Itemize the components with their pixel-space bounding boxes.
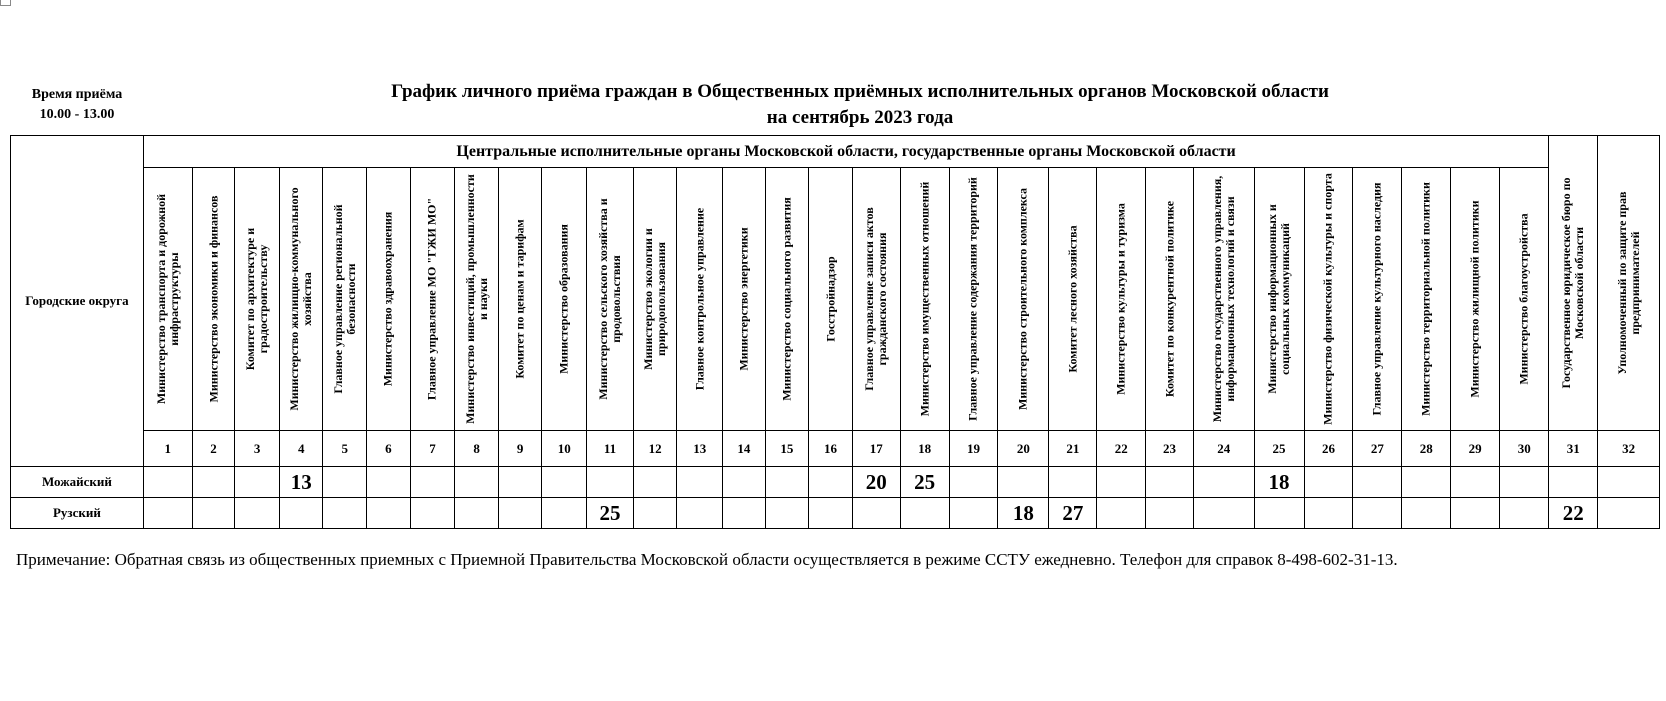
okrug-header: Городские округа bbox=[11, 136, 144, 467]
column-header-label: Министерство инвестиций, промышленности и науки bbox=[462, 174, 490, 424]
group-header: Центральные исполнительные органы Московской области, государственные органы Московской области bbox=[143, 136, 1548, 168]
column-header-label: Министерство здравоохранения bbox=[380, 211, 395, 387]
schedule-cell bbox=[1549, 467, 1598, 498]
column-number: 6 bbox=[367, 431, 411, 467]
column-header bbox=[677, 168, 723, 431]
column-header bbox=[498, 168, 542, 431]
schedule-cell bbox=[323, 498, 367, 529]
schedule-cell: 18 bbox=[998, 498, 1049, 529]
column-header bbox=[367, 168, 411, 431]
schedule-cell bbox=[367, 498, 411, 529]
column-header bbox=[1097, 168, 1146, 431]
column-header bbox=[1549, 136, 1598, 431]
table-row bbox=[11, 498, 1660, 529]
column-header-label: Госстройнадзор bbox=[823, 256, 837, 342]
column-header bbox=[1049, 168, 1097, 431]
column-header bbox=[1402, 168, 1451, 431]
title-line-1: График личного приёма граждан в Общественных приёмных исполнительных органов Московской области bbox=[391, 81, 1329, 102]
column-number: 16 bbox=[809, 431, 853, 467]
column-header bbox=[1304, 168, 1353, 431]
column-header-label: Министерство жилищно-коммунального хозяйства bbox=[287, 187, 315, 411]
schedule-cell bbox=[323, 467, 367, 498]
column-number: 1 bbox=[143, 431, 192, 467]
reception-time-label: Время приёма bbox=[31, 87, 123, 102]
schedule-cell: 20 bbox=[852, 467, 900, 498]
schedule-cell bbox=[723, 498, 766, 529]
schedule-cell: 13 bbox=[279, 467, 323, 498]
column-header bbox=[949, 168, 998, 431]
schedule-cell bbox=[1500, 498, 1549, 529]
column-number: 12 bbox=[633, 431, 677, 467]
schedule-cell bbox=[367, 467, 411, 498]
column-number: 14 bbox=[723, 431, 766, 467]
schedule-cell bbox=[633, 467, 677, 498]
schedule-cell bbox=[1193, 498, 1254, 529]
column-header-label: Министерство сельского хозяйства и продовольствия bbox=[595, 198, 623, 400]
column-header bbox=[323, 168, 367, 431]
schedule-cell bbox=[1451, 498, 1500, 529]
schedule-cell bbox=[809, 498, 853, 529]
column-header bbox=[410, 168, 455, 431]
header-row bbox=[11, 136, 1660, 168]
column-number: 24 bbox=[1193, 431, 1254, 467]
column-header bbox=[765, 168, 809, 431]
schedule-table bbox=[10, 135, 1660, 529]
schedule-cell: 25 bbox=[587, 498, 634, 529]
schedule-cell bbox=[1402, 467, 1451, 498]
column-header-label: Министерство энергетики bbox=[736, 227, 751, 371]
schedule-cell bbox=[1193, 467, 1254, 498]
column-header bbox=[723, 168, 766, 431]
column-header-label: Министерство экологии и природопользования bbox=[641, 228, 669, 370]
column-header-label: Главное управление содержания территорий bbox=[965, 177, 980, 421]
column-header-label: Государственное юридическое бюро по Московской области bbox=[1559, 177, 1587, 389]
schedule-cell: 25 bbox=[900, 467, 949, 498]
column-number: 2 bbox=[192, 431, 235, 467]
schedule-cell bbox=[143, 467, 192, 498]
page-title bbox=[360, 79, 1360, 131]
reception-time bbox=[18, 85, 136, 125]
column-header-row bbox=[11, 168, 1660, 431]
footnote: Примечание: Обратная связь из общественных приемных с Приемной Правительства Московской области осуществляется в режиме ССТУ ежедневно. Телефон для справок 8-498-602-31-13. bbox=[16, 550, 1398, 569]
column-header-label: Министерство культуры и туризма bbox=[1113, 203, 1128, 395]
column-header bbox=[1451, 168, 1500, 431]
schedule-cell bbox=[633, 498, 677, 529]
schedule-cell bbox=[1353, 498, 1402, 529]
column-header-label: Главное контрольное управление bbox=[692, 207, 707, 391]
column-header bbox=[1146, 168, 1194, 431]
column-header-label: Министерство жилищной политики bbox=[1467, 200, 1482, 398]
column-number: 10 bbox=[542, 431, 587, 467]
column-header-label: Комитет по ценам и тарифам bbox=[512, 219, 527, 379]
column-number: 25 bbox=[1254, 431, 1304, 467]
column-number: 3 bbox=[235, 431, 280, 467]
schedule-cell bbox=[410, 498, 455, 529]
schedule-cell bbox=[852, 498, 900, 529]
schedule-cell bbox=[235, 467, 280, 498]
column-header-label: Главное управление культурного наследия bbox=[1369, 182, 1384, 416]
schedule-cell bbox=[498, 467, 542, 498]
column-header bbox=[587, 168, 634, 431]
column-header-label: Комитет по архитектуре и градостроительству bbox=[243, 227, 271, 371]
schedule-cell bbox=[1304, 467, 1353, 498]
schedule-cell: 18 bbox=[1254, 467, 1304, 498]
column-header-label: Главное управление МО "ГЖИ МО" bbox=[424, 197, 439, 401]
column-number: 31 bbox=[1549, 431, 1598, 467]
schedule-cell bbox=[677, 498, 723, 529]
column-header bbox=[455, 168, 499, 431]
schedule-cell: 22 bbox=[1549, 498, 1598, 529]
corner-mark bbox=[0, 0, 11, 6]
column-number: 30 bbox=[1500, 431, 1549, 467]
schedule-cell bbox=[1402, 498, 1451, 529]
schedule-cell bbox=[723, 467, 766, 498]
schedule-cell bbox=[809, 467, 853, 498]
schedule-cell bbox=[192, 498, 235, 529]
column-header-label: Министерство строительного комплекса bbox=[1015, 188, 1030, 410]
column-number: 21 bbox=[1049, 431, 1097, 467]
column-header-label: Министерство информационных и социальных коммуникаций bbox=[1265, 204, 1293, 394]
column-number: 28 bbox=[1402, 431, 1451, 467]
schedule-cell bbox=[279, 498, 323, 529]
column-header bbox=[852, 168, 900, 431]
column-number: 11 bbox=[587, 431, 634, 467]
schedule-cell bbox=[900, 498, 949, 529]
column-number: 9 bbox=[498, 431, 542, 467]
schedule-cell bbox=[1353, 467, 1402, 498]
column-header-label: Министерство экономики и финансов bbox=[206, 195, 220, 403]
column-header-label: Министерство территориальной политики bbox=[1418, 182, 1433, 416]
schedule-cell bbox=[1500, 467, 1549, 498]
column-header bbox=[192, 168, 235, 431]
schedule-cell bbox=[998, 467, 1049, 498]
column-header bbox=[1500, 168, 1549, 431]
schedule-cell bbox=[143, 498, 192, 529]
column-header bbox=[279, 168, 323, 431]
column-header-label: Министерство государственного управления, информационных технологий и связи bbox=[1209, 175, 1237, 423]
column-header bbox=[1254, 168, 1304, 431]
column-number: 17 bbox=[852, 431, 900, 467]
column-header bbox=[235, 168, 280, 431]
schedule-cell bbox=[765, 467, 809, 498]
schedule-cell bbox=[1097, 467, 1146, 498]
column-header bbox=[900, 168, 949, 431]
column-header bbox=[998, 168, 1049, 431]
schedule-cell bbox=[542, 467, 587, 498]
column-number: 7 bbox=[410, 431, 455, 467]
column-number-row bbox=[11, 431, 1660, 467]
column-number: 27 bbox=[1353, 431, 1402, 467]
schedule-cell bbox=[765, 498, 809, 529]
schedule-cell: 27 bbox=[1049, 498, 1097, 529]
column-header bbox=[1193, 168, 1254, 431]
column-header-label: Министерство имущественных отношений bbox=[917, 181, 932, 417]
column-number: 23 bbox=[1146, 431, 1194, 467]
schedule-cell bbox=[1049, 467, 1097, 498]
schedule-cell bbox=[1097, 498, 1146, 529]
column-header-label: Министерство образования bbox=[556, 224, 571, 374]
schedule-cell bbox=[1451, 467, 1500, 498]
schedule-cell bbox=[1146, 498, 1194, 529]
column-number: 26 bbox=[1304, 431, 1353, 467]
column-header-label: Министерство физической культуры и спорта bbox=[1320, 173, 1335, 425]
column-number: 32 bbox=[1598, 431, 1660, 467]
okrug-name: Рузский bbox=[11, 498, 144, 529]
column-number: 29 bbox=[1451, 431, 1500, 467]
column-header-label: Министерство транспорта и дорожной инфраструктуры bbox=[153, 193, 181, 405]
column-header-label: Комитет по конкурентной политике bbox=[1162, 200, 1177, 398]
column-number: 5 bbox=[323, 431, 367, 467]
column-header-label: Уполномоченный по защите прав предпринимателей bbox=[1614, 191, 1642, 375]
okrug-name: Можайский bbox=[11, 467, 144, 498]
column-header bbox=[542, 168, 587, 431]
column-header bbox=[809, 168, 853, 431]
column-header bbox=[1598, 136, 1660, 431]
column-header bbox=[1353, 168, 1402, 431]
schedule-cell bbox=[498, 498, 542, 529]
schedule-cell bbox=[192, 467, 235, 498]
table-row bbox=[11, 467, 1660, 498]
column-header-label: Министерство благоустройства bbox=[1516, 213, 1531, 385]
column-header bbox=[633, 168, 677, 431]
column-number: 4 bbox=[279, 431, 323, 467]
reception-time-hours: 10.00 - 13.00 bbox=[39, 107, 115, 122]
schedule-cell bbox=[1146, 467, 1194, 498]
column-header-label: Главное управление региональной безопасности bbox=[330, 204, 358, 394]
schedule-cell bbox=[1304, 498, 1353, 529]
column-header-label: Министерство социального развития bbox=[779, 197, 794, 401]
schedule-cell bbox=[410, 467, 455, 498]
column-header-label: Комитет лесного хозяйства bbox=[1065, 225, 1080, 373]
schedule-cell bbox=[677, 467, 723, 498]
column-number: 8 bbox=[455, 431, 499, 467]
schedule-cell bbox=[455, 467, 499, 498]
column-header bbox=[143, 168, 192, 431]
column-number: 13 bbox=[677, 431, 723, 467]
schedule-cell bbox=[587, 467, 634, 498]
schedule-cell bbox=[949, 498, 998, 529]
schedule-cell bbox=[455, 498, 499, 529]
column-number: 19 bbox=[949, 431, 998, 467]
schedule-cell bbox=[1254, 498, 1304, 529]
column-number: 20 bbox=[998, 431, 1049, 467]
column-number: 22 bbox=[1097, 431, 1146, 467]
column-number: 15 bbox=[765, 431, 809, 467]
schedule-cell bbox=[949, 467, 998, 498]
schedule-cell bbox=[1598, 498, 1660, 529]
column-header-label: Главное управление записи актов гражданского состояния bbox=[862, 207, 890, 391]
title-line-2: на сентябрь 2023 года bbox=[766, 107, 954, 128]
schedule-cell bbox=[1598, 467, 1660, 498]
schedule-cell bbox=[542, 498, 587, 529]
column-number: 18 bbox=[900, 431, 949, 467]
schedule-cell bbox=[235, 498, 280, 529]
